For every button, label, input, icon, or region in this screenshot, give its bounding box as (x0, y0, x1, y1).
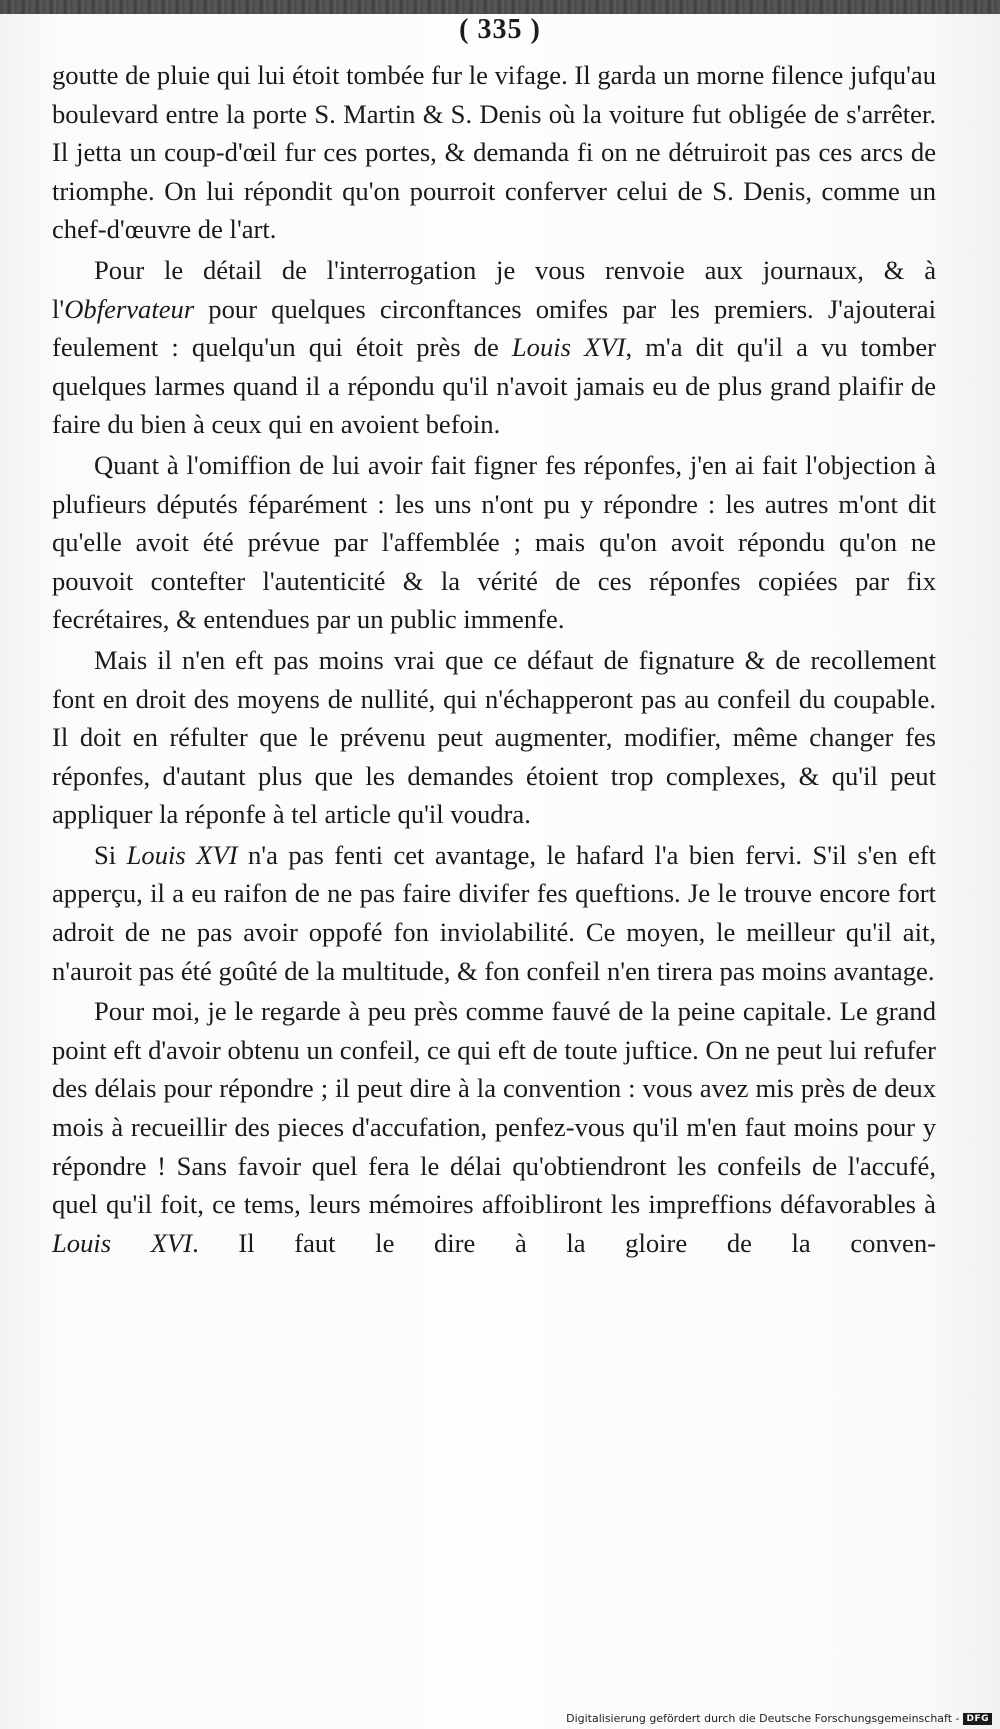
text-segment: Quant à l'omiffion de lui avoir fait figner fes réponfes, j'en ai fait l'objection à plufieurs députés féparément : les uns n'ont pu y répondre : les autres m'ont dit qu'elle avoit été prévue par l'affemblée ; mais qu'on avoit répondu qu'on ne pouvoit contefter l'autenticité & la vérité de ces réponfes copiées par fix fecrétaires, & entendues par un public immenfe. (52, 449, 936, 635)
italic-text: Obfervateur (64, 293, 195, 324)
digitization-footer (566, 1712, 992, 1725)
page-top-edge (0, 0, 1000, 14)
text-segment: pour quelques circonftances omifes par les premiers. J'ajouterai feulement : quelqu'un qui étoit près de (52, 293, 936, 363)
paragraph (52, 836, 936, 990)
italic-text: Louis XVI (52, 1227, 193, 1258)
text-segment: , m'a dit qu'il a vu tomber quelques larmes quand il a répondu qu'il n'avoit jamais eu de plus grand plaifir de faire du bien à ceux qui en avoient befoin. (52, 332, 937, 440)
dfg-logo: DFG (963, 1713, 992, 1725)
page-number: ( 335 ) (459, 14, 541, 45)
text-segment: . Il faut le dire à la gloire de la conven- (192, 1227, 936, 1258)
paragraph (52, 251, 936, 444)
paragraph (52, 641, 936, 834)
text-segment: goutte de pluie qui lui étoit tombée fur le vifage. Il garda un morne filence jufqu'au boulevard entre la porte S. Martin & S. Denis où la voiture fut obligée de s'arrêter. Il jetta un coup-d'œil fur ces portes, & demanda fi on ne détruiroit pas ces arcs de triomphe. On lui répondit qu'on pourroit conferver celui de S. Denis, comme un chef-d'œuvre de l'art. (52, 60, 936, 245)
text-segment: Mais il n'en eft pas moins vrai que ce défaut de fignature & de recollement font en droit des moyens de nullité, qui n'échapperont pas au confeil du coupable. Il doit en réfulter que le prévenu peut augmenter, modifier, même changer fes réponfes, d'autant plus que les demandes étoient trop complexes, & qu'il peut appliquer la réponfe à tel article qu'il voudra. (52, 644, 936, 830)
text-segment: Pour moi, je le regarde à peu près comme fauvé de la peine capitale. Le grand point eft d'avoir obtenu un confeil, ce qui eft de toute juftice. On ne peut lui refufer des délais pour répondre ; il peut dire à la convention : vous avez mis près de deux mois à recueillir des pieces d'accufation, penfez-vous qu'il m'en faut moins pour y répondre ! Sans favoir quel fera le délai qu'obtiendront les confeils de l'accufé, quel qu'il foit, ce tems, leurs mémoires affoibliront les impreffions défavorables à (52, 996, 936, 1220)
italic-text: Louis XVI (126, 839, 238, 870)
paragraph (52, 56, 936, 249)
text-body (52, 56, 936, 1264)
italic-text: Louis XVI (511, 332, 626, 363)
text-segment: n'a pas fenti cet avantage, le hafard l'a bien fervi. S'il s'en eft apperçu, il a eu raifon de ne pas faire divifer fes queftions. Je le trouve encore fort adroit de ne pas avoir oppofé fon inviolabilité. Ce moyen, le meilleur qu'il ait, n'auroit pas été goûté de la multitude, & fon confeil n'en tirera pas moins avantage. (52, 839, 937, 986)
paragraph (52, 992, 936, 1262)
text-segment: Si (94, 839, 127, 870)
paragraph (52, 446, 936, 639)
footer-credit-text: Digitalisierung gefördert durch die Deutsche Forschungsgemeinschaft - (566, 1712, 960, 1725)
text-segment: Pour le détail de l'interrogation je vous renvoie aux journaux, & à l' (52, 254, 936, 324)
